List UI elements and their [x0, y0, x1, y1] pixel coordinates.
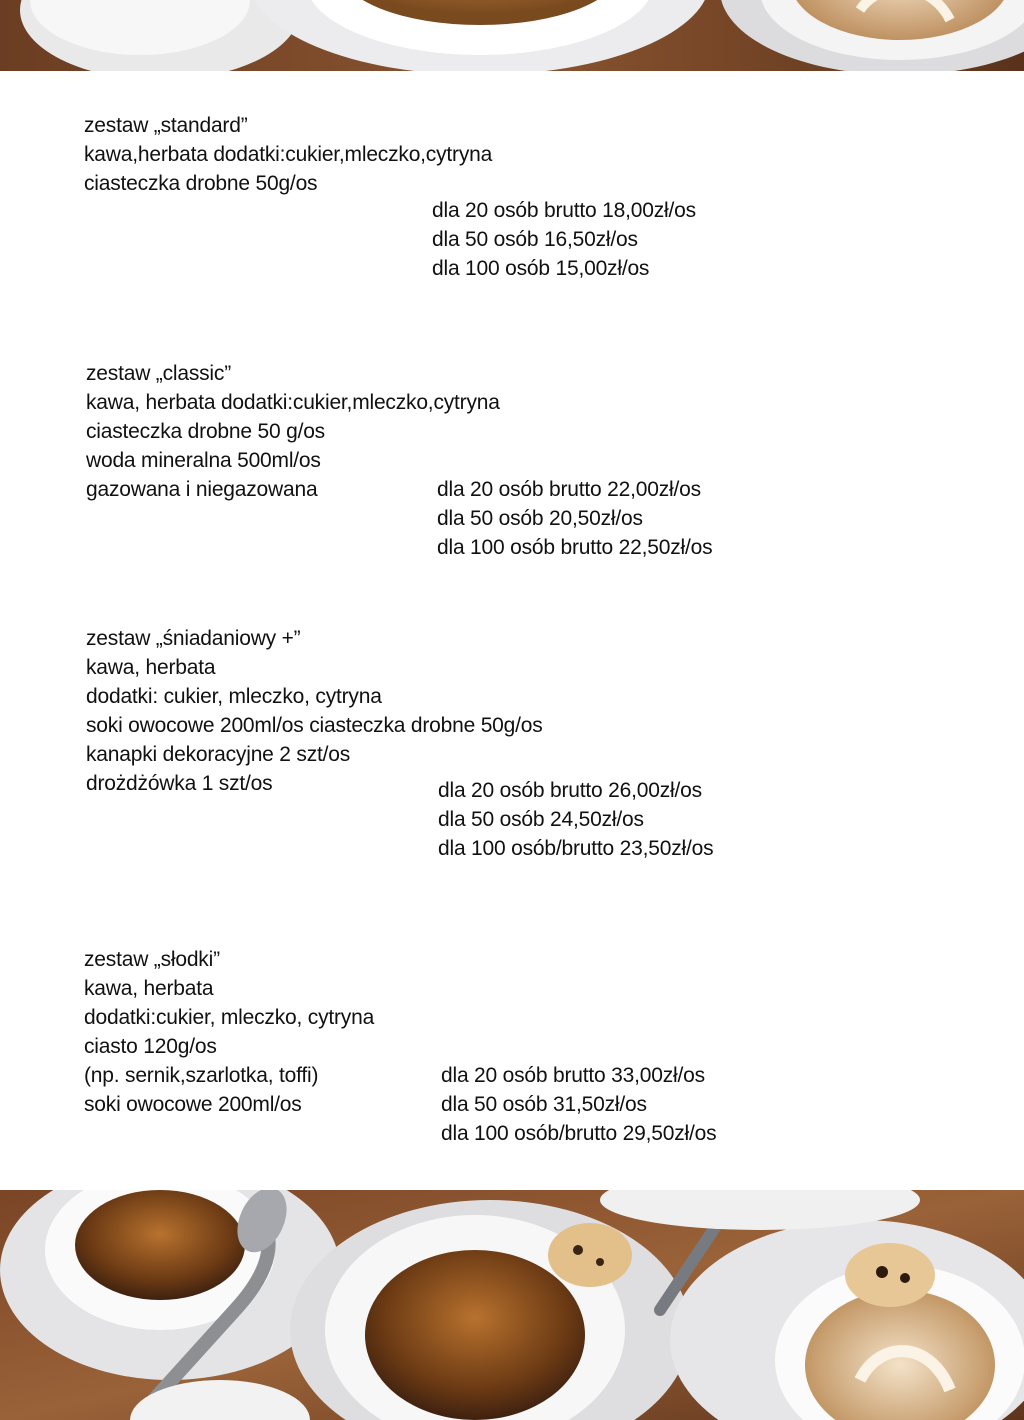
set-item: kawa,herbata dodatki:cukier,mleczko,cytryna — [84, 143, 493, 166]
set-item: dodatki: cukier, mleczko, cytryna — [86, 685, 382, 708]
set-item: gazowana i niegazowana — [86, 478, 318, 501]
set-item: soki owocowe 200ml/os ciasteczka drobne 50g/os — [86, 714, 543, 737]
price-line: dla 100 osób/brutto 23,50zł/os — [438, 837, 714, 860]
price-line: dla 20 osób brutto 26,00zł/os — [438, 779, 702, 802]
bottom-photo — [0, 1190, 1024, 1420]
coffee-photo-icon — [0, 0, 1024, 71]
set-item: ciasteczka drobne 50 g/os — [86, 420, 325, 443]
coffee-cookies-photo-icon — [0, 1190, 1024, 1420]
top-photo — [0, 0, 1024, 71]
price-line: dla 20 osób brutto 33,00zł/os — [441, 1064, 705, 1087]
set-item: kawa, herbata dodatki:cukier,mleczko,cytryna — [86, 391, 500, 414]
price-line: dla 50 osób 20,50zł/os — [437, 507, 643, 530]
set-item: drożdżówka 1 szt/os — [86, 772, 273, 795]
set-item: woda mineralna 500ml/os — [86, 449, 321, 472]
price-line: dla 100 osób 15,00zł/os — [432, 257, 650, 280]
set-item: ciasteczka drobne 50g/os — [84, 172, 318, 195]
set-item: soki owocowe 200ml/os — [84, 1093, 302, 1116]
price-line: dla 100 osób brutto 22,50zł/os — [437, 536, 713, 559]
price-line: dla 50 osób 24,50zł/os — [438, 808, 644, 831]
set-title: zestaw „standard” — [84, 114, 248, 137]
price-line: dla 50 osób 31,50zł/os — [441, 1093, 647, 1116]
price-line: dla 50 osób 16,50zł/os — [432, 228, 638, 251]
set-item: (np. sernik,szarlotka, toffi) — [84, 1064, 319, 1087]
set-item: kawa, herbata — [84, 977, 214, 1000]
set-item: kawa, herbata — [86, 656, 216, 679]
set-title: zestaw „słodki” — [84, 948, 220, 971]
set-item: kanapki dekoracyjne 2 szt/os — [86, 743, 351, 766]
set-item: ciasto 120g/os — [84, 1035, 217, 1058]
price-line: dla 100 osób/brutto 29,50zł/os — [441, 1122, 717, 1145]
set-title: zestaw „classic” — [86, 362, 231, 385]
set-title: zestaw „śniadaniowy +” — [86, 627, 301, 650]
price-line: dla 20 osób brutto 22,00zł/os — [437, 478, 701, 501]
set-item: dodatki:cukier, mleczko, cytryna — [84, 1006, 375, 1029]
price-line: dla 20 osób brutto 18,00zł/os — [432, 199, 696, 222]
